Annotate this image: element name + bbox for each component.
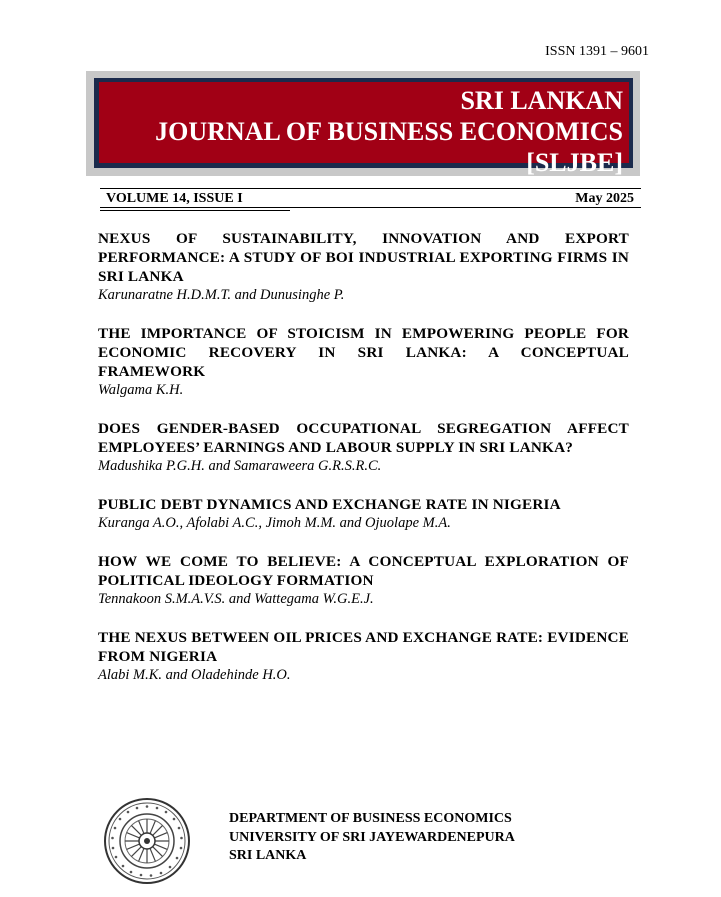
article-title: HOW WE COME TO BELIEVE: A CONCEPTUAL EXPLORATION OF POLITICAL IDEOLOGY FORMATION [98,553,629,589]
university-seal-icon [103,797,191,885]
publisher-footer [103,797,663,887]
article-authors: Kuranga A.O., Afolabi A.C., Jimoh M.M. and Ojuolape M.A. [98,515,451,531]
article-title: DOES GENDER-BASED OCCUPATIONAL SEGREGATION AFFECT EMPLOYEES’ EARNINGS AND LABOUR SUPPLY IN SRI LANKA? [98,420,629,456]
article-authors: Tennakoon S.M.A.V.S. and Wattegama W.G.E.J. [98,591,374,607]
article-authors: Walgama K.H. [98,382,184,398]
volume-underline [100,210,290,211]
country-name: SRI LANKA [229,848,307,863]
journal-title-line-2: JOURNAL OF BUSINESS ECONOMICS [155,117,623,146]
journal-title-line-1: SRI LANKAN [460,86,623,115]
publisher-block [229,810,515,866]
article-authors: Alabi M.K. and Oladehinde H.O. [98,667,291,683]
banner-frame [94,78,633,177]
university-name: UNIVERSITY OF SRI JAYEWARDENEPURA [229,829,515,845]
article-title: NEXUS OF SUSTAINABILITY, INNOVATION AND EXPORT PERFORMANCE: A STUDY OF BOI INDUSTRIAL EXPORTING FIRMS IN SRI LANKA [98,230,629,285]
article-item [98,628,629,685]
issue-date: May 2025 [575,191,634,206]
issn-number: ISSN 1391 – 9601 [545,44,649,59]
journal-banner [86,71,640,176]
article-authors: Karunaratne H.D.M.T. and Dunusinghe P. [98,287,345,303]
article-title: THE NEXUS BETWEEN OIL PRICES AND EXCHANGE RATE: EVIDENCE FROM NIGERIA [98,629,629,665]
journal-title-block [99,82,629,177]
article-list [98,229,629,704]
article-item [98,324,629,400]
journal-title-line-3: [SLJBE] [526,148,623,177]
article-item [98,419,629,476]
article-authors: Madushika P.G.H. and Samaraweera G.R.S.R.C. [98,458,382,474]
article-title: PUBLIC DEBT DYNAMICS AND EXCHANGE RATE IN NIGERIA [98,496,561,513]
article-item [98,552,629,609]
department-name: DEPARTMENT OF BUSINESS ECONOMICS [229,811,512,826]
issue-bar [100,188,641,208]
article-item [98,495,629,533]
article-title: THE IMPORTANCE OF STOICISM IN EMPOWERING PEOPLE FOR ECONOMIC RECOVERY IN SRI LANKA: A CONCEPTUAL FRAMEWORK [98,325,629,380]
article-item [98,229,629,305]
volume-issue: VOLUME 14, ISSUE I [106,191,243,206]
